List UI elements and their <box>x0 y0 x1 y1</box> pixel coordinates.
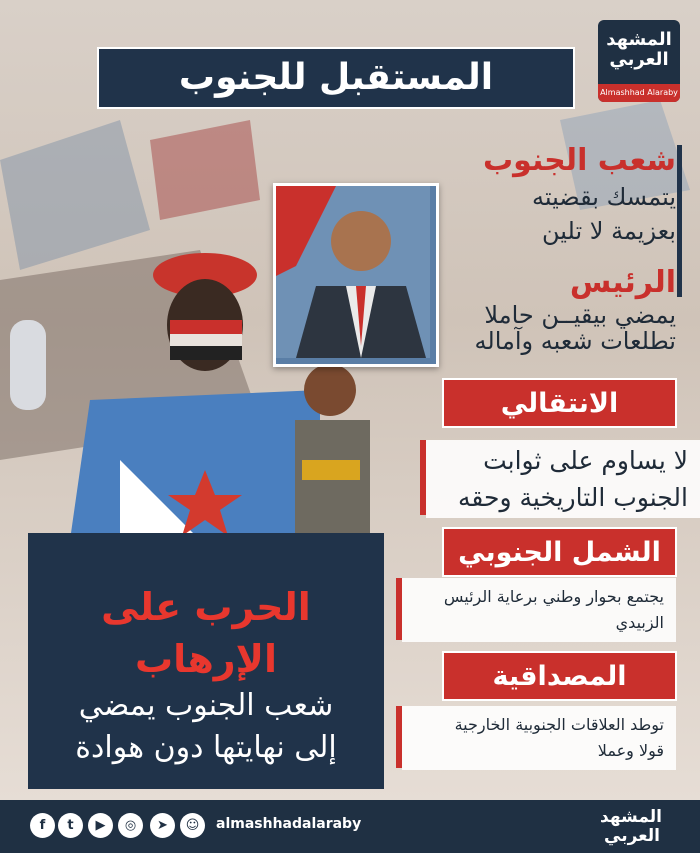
people-section <box>483 142 676 248</box>
footer <box>0 800 700 853</box>
logo-caption: Almashhad Alaraby <box>598 84 680 102</box>
credibility-text <box>402 706 676 770</box>
president-line1: يمضي بيقيــن حاملا <box>484 301 676 329</box>
brand-logo <box>598 20 680 102</box>
boy-figure <box>270 350 420 540</box>
people-heading: شعب الجنوب <box>482 143 676 178</box>
youtube-icon[interactable]: ▶ <box>88 813 113 838</box>
page-title: المستقبل للجنوب <box>97 47 575 109</box>
logo-line1: المشهد <box>606 29 672 50</box>
war-line1: شعب الجنوب يمضي <box>78 688 334 723</box>
unity-heading: الشمل الجنوبي <box>442 527 677 577</box>
footer-logo-line2: العربي <box>604 826 660 846</box>
telegram-icon[interactable]: ➤ <box>150 813 175 838</box>
transitional-line1: لا يساوم على ثوابت <box>483 446 688 475</box>
war-heading: الحرب على الإرهاب <box>101 585 311 681</box>
people-line2: بعزيمة لا تلين <box>541 217 676 245</box>
social-handle[interactable]: almashhadalaraby <box>216 816 362 832</box>
transitional-line2: الجنوب التاريخية وحقه <box>457 483 688 512</box>
president-section <box>475 264 676 354</box>
unity-text <box>402 578 676 642</box>
president-portrait <box>273 183 439 367</box>
people-line1: يتمسك بقضيته <box>531 183 676 211</box>
credibility-line1: توطد العلاقات الجنوبية الخارجية <box>454 715 664 734</box>
accent-bar <box>677 145 682 297</box>
facebook-icon[interactable]: f <box>30 813 55 838</box>
instagram-icon[interactable]: ◎ <box>118 813 143 838</box>
war-on-terror-box <box>28 533 384 789</box>
snapchat-icon[interactable]: ☺ <box>180 813 205 838</box>
portrait-figure <box>276 186 430 358</box>
unity-line1: يجتمع بحوار وطني برعاية الرئيس <box>443 587 664 606</box>
transitional-text <box>426 440 700 518</box>
war-line2: إلى نهايتها دون هوادة <box>75 730 337 765</box>
president-line2: تطلعات شعبه وآماله <box>474 327 676 355</box>
credibility-line2: قولا وعملا <box>597 741 664 760</box>
logo-line2: العربي <box>609 49 669 70</box>
twitter-icon[interactable]: t <box>58 813 83 838</box>
president-heading: الرئيس <box>569 265 676 300</box>
transitional-heading: الانتقالي <box>442 378 677 428</box>
credibility-heading: المصداقية <box>442 651 677 701</box>
footer-logo-line1: المشهد <box>600 807 662 827</box>
unity-line2: الزبيدي <box>615 613 664 632</box>
